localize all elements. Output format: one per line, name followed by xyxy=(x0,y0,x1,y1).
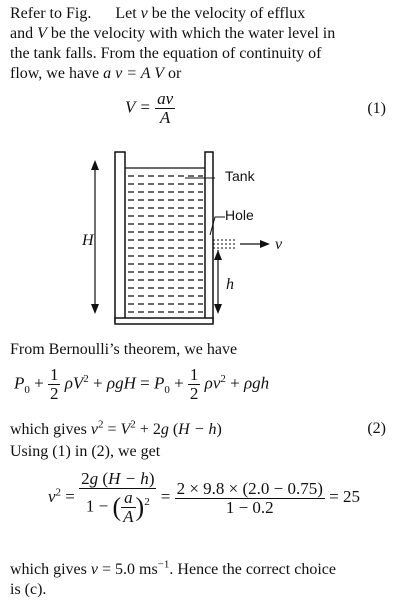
eq3-result: = 25 xyxy=(329,486,361,506)
eq2-number: (2) xyxy=(367,420,386,437)
text-which-gives-1: which gives $v^2 = V^2 + 2g$ (H − h) xyxy=(10,418,222,438)
var-V-bern: V xyxy=(72,373,84,393)
sub-0-left: 0 xyxy=(24,383,30,396)
text-which-gives-2: which gives xyxy=(10,561,87,578)
var-V-2: V xyxy=(120,421,131,438)
eq3-frac2 xyxy=(175,480,325,517)
plus-4: + xyxy=(230,373,240,393)
equation-1 xyxy=(125,90,175,127)
eq3-A: A xyxy=(123,507,134,526)
eq3-po: ( xyxy=(102,469,109,488)
text-bernoulli-intro: From Bernoulli’s theorem, we have xyxy=(10,341,238,358)
var-H-minus-h: H − h xyxy=(178,421,217,438)
eq3-mid: 2 × 9.8 × (2.0 − 0.75) xyxy=(176,478,323,498)
unit-exp: −1 xyxy=(157,558,170,571)
var-v-2: v xyxy=(90,421,98,438)
plus-3: + xyxy=(174,373,184,393)
eq3-frac1-num xyxy=(79,470,156,489)
text-hence: . Hence the correct choice xyxy=(169,561,336,578)
eq1-fraction xyxy=(155,90,175,127)
plus-2: + xyxy=(93,373,103,393)
label-v: v xyxy=(275,236,283,253)
var-g: g xyxy=(160,421,169,438)
half-left xyxy=(48,366,61,403)
paren-close: ) xyxy=(216,421,222,438)
sub-0-right: 0 xyxy=(164,383,170,396)
eq3-pc: ) xyxy=(148,469,155,488)
eq3-aA xyxy=(121,489,135,526)
text-ref: Refer to Fig. xyxy=(10,5,92,22)
equals-bern: = xyxy=(140,373,150,393)
equals-2: = xyxy=(107,421,117,438)
text-velocity-water: be the velocity with which the water level in xyxy=(50,25,336,42)
eq3-Hh: H − h xyxy=(108,469,149,488)
eq3-den2: 1 − 0.2 xyxy=(225,497,274,517)
rho-4: ρ xyxy=(243,373,253,393)
text-let: Let xyxy=(115,5,137,22)
var-v: v xyxy=(140,5,148,22)
text-velocity-efflux: be the velocity of efflux xyxy=(151,5,306,22)
half-right xyxy=(188,366,201,403)
label-tank: Tank xyxy=(225,168,255,184)
text-or: or xyxy=(168,65,182,82)
rho-3: ρ xyxy=(204,373,213,393)
eq3-equals: = xyxy=(65,486,75,506)
tank-figure xyxy=(60,150,300,330)
paren-open: ( xyxy=(172,421,179,438)
var-gH: gH xyxy=(115,373,136,393)
rho-1: ρ xyxy=(64,373,73,393)
eq3-a: a xyxy=(121,489,135,508)
text-and: and xyxy=(10,25,34,42)
eq3-frac1 xyxy=(79,470,156,526)
eq3-1minus: 1 − xyxy=(85,496,109,516)
eq1-lhs: V = xyxy=(125,97,151,117)
label-hole: Hole xyxy=(225,207,254,223)
var-gh: gh xyxy=(252,373,270,393)
var-P0-right: P xyxy=(153,373,165,393)
var-P0-left: P xyxy=(14,373,25,393)
label-h: h xyxy=(226,276,234,293)
eq1-den: A xyxy=(159,108,171,127)
half-right-num: 1 xyxy=(189,365,199,384)
var-V: V xyxy=(37,25,47,42)
text-line-2 xyxy=(10,24,335,44)
value-v: = 5.0 ms xyxy=(101,561,158,578)
eq3-g: g xyxy=(89,469,99,488)
eq1-number: (1) xyxy=(367,100,386,117)
eq1-num: av xyxy=(157,89,174,108)
text-line-1 xyxy=(10,4,305,24)
var-v-final: v xyxy=(90,561,98,578)
eq-continuity: a v = A V xyxy=(103,65,165,82)
half-right-den: 2 xyxy=(189,384,199,403)
text-line-4 xyxy=(10,64,181,84)
label-H: H xyxy=(82,232,94,249)
sq-2: 2 xyxy=(220,372,226,385)
equation-3: $v^2$ = 2g (H − h) 1 − ( $\frac{a}{A}$ )$^2$ = $\frac{2 \times 9.8 \times (2.0 - 0.75)}{1 - 0.2}$ = 25 xyxy=(48,469,361,526)
text-final-1 xyxy=(10,560,336,580)
plus-2g: + 2 xyxy=(139,421,161,438)
eq3-sq: 2 xyxy=(55,486,62,499)
eq3-v: v xyxy=(48,486,56,506)
text-final-2: is (c). xyxy=(10,581,47,598)
equation-bernoulli xyxy=(14,366,269,403)
plus-1: + xyxy=(34,373,44,393)
eq3-frac1-den: 1 − ( $\frac{a}{A}$ )$^2$ xyxy=(85,488,150,526)
text-which-gives: which gives xyxy=(10,421,87,438)
text-flow: flow, we have xyxy=(10,65,100,82)
half-left-num: 1 xyxy=(49,365,59,384)
eq3-2: 2 xyxy=(81,469,90,488)
text-line-3: the tank falls. From the equation of continuity of xyxy=(10,45,322,62)
sq-1: 2 xyxy=(83,372,89,385)
rho-2: ρ xyxy=(106,373,116,393)
half-left-den: 2 xyxy=(49,384,59,403)
text-using: Using (1) in (2), we get xyxy=(10,443,161,460)
var-v-bern: v xyxy=(212,373,221,393)
